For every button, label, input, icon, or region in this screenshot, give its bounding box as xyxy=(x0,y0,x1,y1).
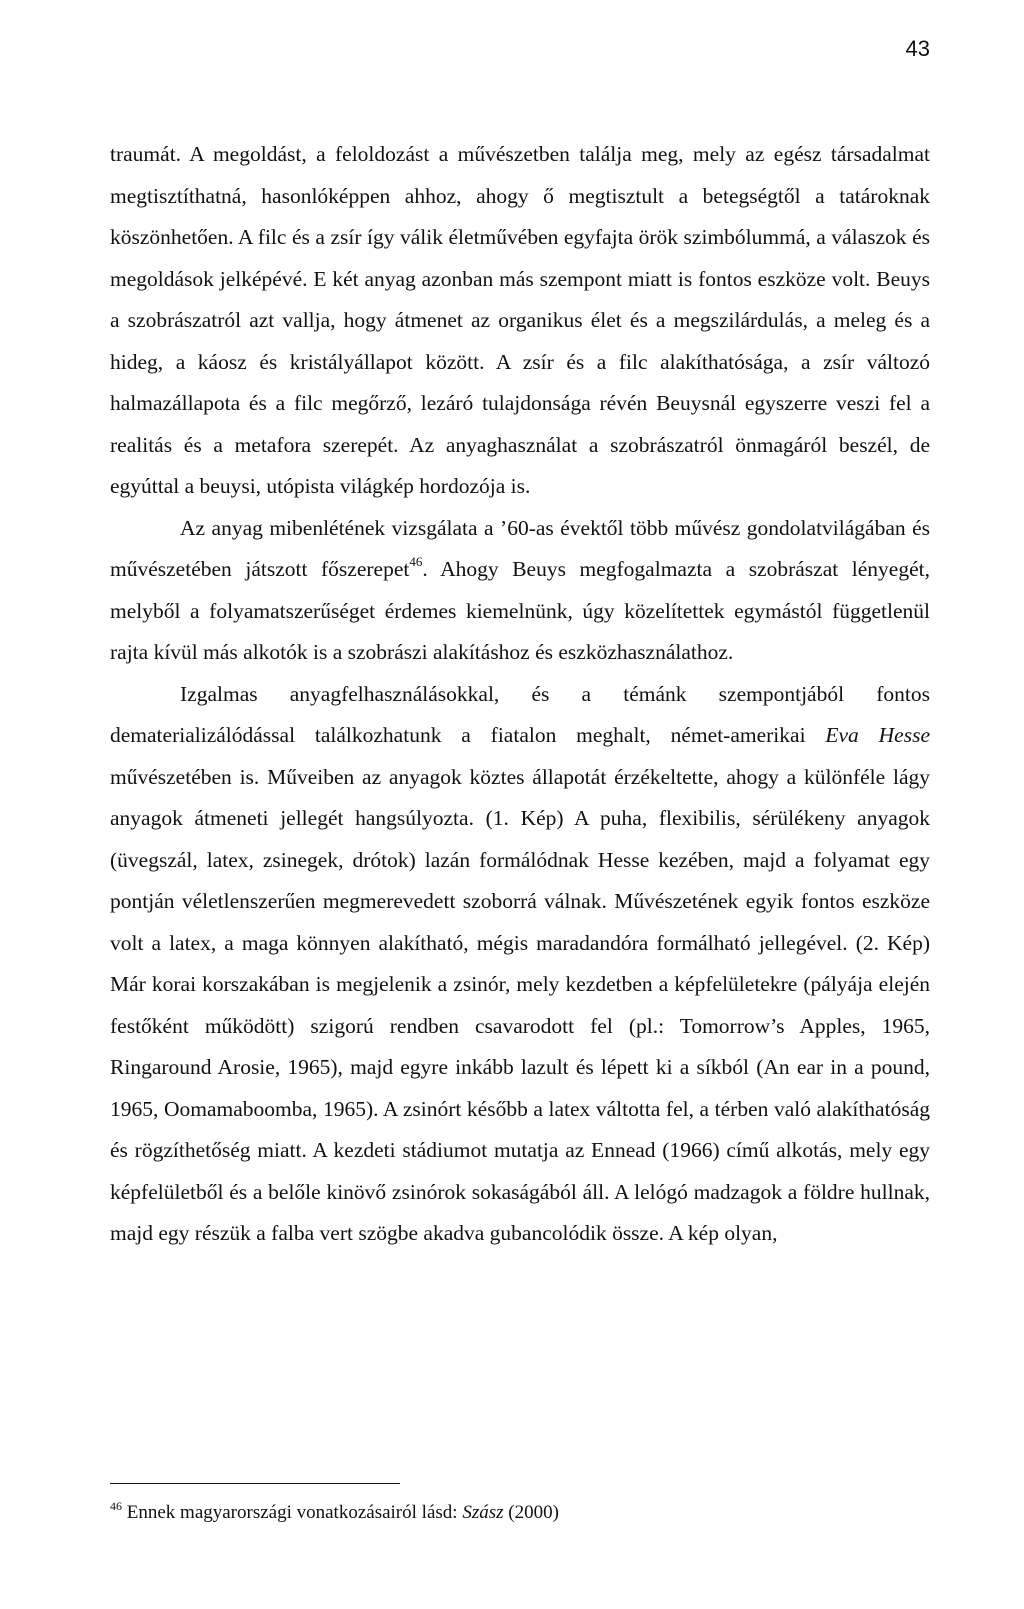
footnote-reference: 46 xyxy=(409,554,423,569)
page-number: 43 xyxy=(905,36,930,61)
footnote-author: Szász xyxy=(462,1502,504,1523)
paragraph-3-text-start: Izgalmas anyagfelhasználásokkal, és a témánk szempontjából fontos dematerializálódással találkozhatunk a fiatalon meghalt, német-amerikai xyxy=(110,681,930,747)
paragraph-2 xyxy=(110,508,930,674)
paragraph-3 xyxy=(110,674,930,1255)
paragraph-1: traumát. A megoldást, a feloldozást a művészetben találja meg, mely az egész társadalmat megtisztíthatná, hasonlóképpen ahhoz, ahogy ő megtisztult a betegségtől a tatároknak köszönhetően. A filc és a zsír így válik életművében egyfajta örök szimbólummá, a válaszok és megoldások jelképévé. E két anyag azonban más szempont miatt is fontos eszköze volt. Beuys a szobrászatról azt vallja, hogy átmenet az organikus élet és a megszilárdulás, a meleg és a hideg, a káosz és kristályállapot között. A zsír és a filc alakíthatósága, a zsír változó halmazállapota és a filc megőrző, lezáró tulajdonsága révén Beuysnál egyszerre veszi fel a realitás és a metafora szerepét. Az anyaghasználat a szobrászatról önmagáról beszél, de egyúttal a beuysi, utópista világkép hordozója is. xyxy=(110,142,930,498)
paragraph-2-text-start: Az anyag mibenlétének vizsgálata a ’60-as évektől több művész gondolatvilágában és művészetében játszott főszerepet xyxy=(110,515,930,581)
footnote-year: (2000) xyxy=(503,1502,559,1523)
paragraph-3-text-end: művészetében is. Műveiben az anyagok köztes állapotát érzékeltette, ahogy a különféle lágy anyagok átmeneti jellegét hangsúlyozta. (1. Kép) A puha, flexibilis, sérülékeny anyagok (üvegszál, latex, zsinegek, drótok) lazán formálódnak Hesse kezében, majd a folyamat egy pontján véletlenszerűen megmerevedett szoborrá válnak. Művészetének egyik fontos eszköze volt a latex, a maga könnyen alakítható, mégis maradandóra formálható jellegével. (2. Kép) Már korai korszakában is megjelenik a zsinór, mely kezdetben a képfelületekre (pályája elején festőként működött) szigorú rendben csavarodott fel (pl.: Tomorrow’s Apples, 1965, Ringaround Arosie, 1965), majd egyre inkább lazult és lépett ki a síkból (An ear in a pound, 1965, Oomamaboomba, 1965). A zsinórt később a latex váltotta fel, a térben való alakíthatóság és rögzíthetőség miatt. A kezdeti stádiumot mutatja az Ennead (1966) című alkotás, mely egy képfelületből és a belőle kinövő zsinórok sokaságából áll. A lelógó madzagok a földre hullnak, majd egy részük a falba vert szögbe akadva gubancolódik össze. A kép olyan, xyxy=(110,764,930,1245)
paragraph-2-text-end: . Ahogy Beuys megfogalmazta a szobrászat lényegét, melyből a folyamatszerűséget érdemes kiemelnünk, úgy közelítettek egymástól függetlenül rajta kívül más alkotók is a szobrászi alakításhoz és eszközhasználathoz. xyxy=(110,557,930,664)
footnote-text: Ennek magyarországi vonatkozásairól lásd: xyxy=(126,1502,463,1523)
body-text xyxy=(110,134,930,1255)
footnote-divider xyxy=(110,1483,400,1484)
artist-name: Eva Hesse xyxy=(825,723,930,747)
footnote xyxy=(110,1500,930,1526)
footnote-number: 46 xyxy=(110,1499,122,1513)
